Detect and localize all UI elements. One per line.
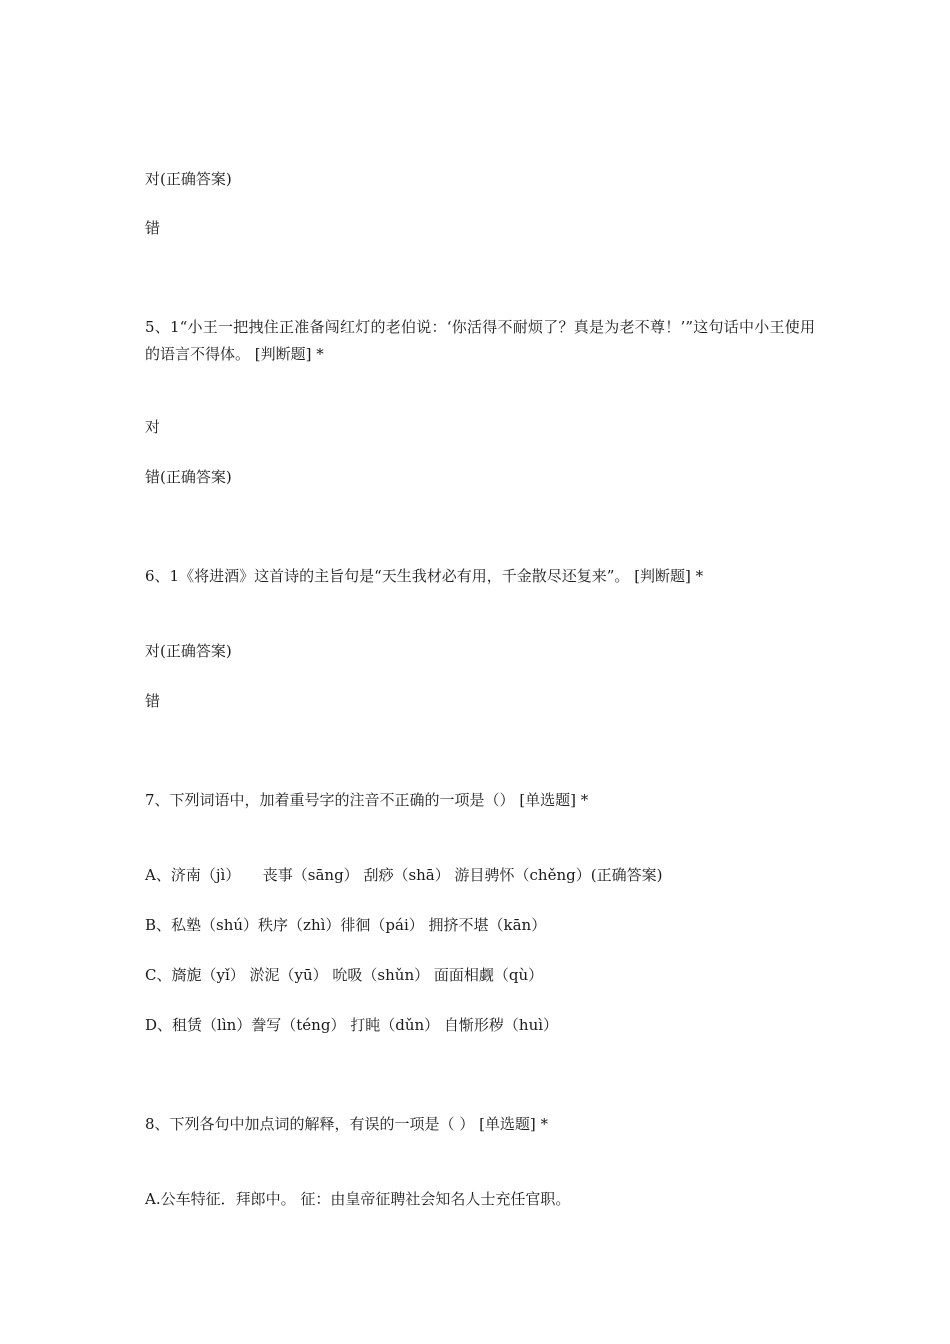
- q7-question: 7、下列词语中，加着重号字的注音不正确的一项是（） [单选题] *: [145, 791, 589, 809]
- q8-option-a[interactable]: A.公车特征．拜郎中。 征：由皇帝征聘社会知名人士充任官职。: [145, 1190, 571, 1208]
- q5-option-b[interactable]: 错(正确答案): [145, 468, 232, 486]
- q5-option-a[interactable]: 对: [145, 418, 161, 436]
- q4-option-b[interactable]: 错: [145, 219, 161, 237]
- q5-question: 5、1“小王一把拽住正准备闯红灯的老伯说：‘你活得不耐烦了？真是为老不尊！’”这句话中小王使用的语言不得体。 [判断题] *: [145, 318, 815, 363]
- q6-option-a[interactable]: 对(正确答案): [145, 642, 232, 660]
- q7-option-d[interactable]: D、租赁（lìn）誊写（téng） 打盹（dǔn） 自惭形秽（huì）: [145, 1016, 559, 1034]
- q7-option-c[interactable]: C、旖旎（yǐ） 淤泥（yū） 吮吸（shǔn） 面面相觑（qù）: [145, 966, 544, 984]
- q6-option-b[interactable]: 错: [145, 692, 161, 710]
- q6-question: 6、1《将进酒》这首诗的主旨句是“天生我材必有用，千金散尽还复来”。 [判断题] *: [145, 567, 704, 585]
- q4-option-a[interactable]: 对(正确答案): [145, 170, 232, 188]
- q7-option-a[interactable]: A、济南（jì） 丧事（sāng） 刮痧（shā） 游目骋怀（chěng）(正确答案): [145, 866, 663, 884]
- q8-question: 8、下列各句中加点词的解释，有误的一项是（ ） [单选题] *: [145, 1115, 549, 1133]
- q7-option-b[interactable]: B、私塾（shú）秩序（zhì）徘徊（pái） 拥挤不堪（kān）: [145, 916, 547, 934]
